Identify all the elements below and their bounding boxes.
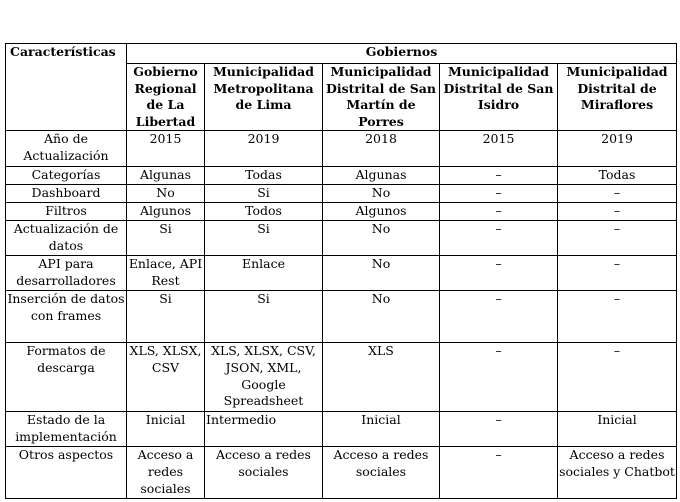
cell: 2015 [127, 131, 205, 167]
cell: 2015 [440, 131, 558, 167]
cell: Si [205, 291, 323, 343]
cell: Acceso a redes sociales y Chatbot [558, 447, 677, 499]
cell: Si [205, 185, 323, 203]
cell: 2018 [323, 131, 440, 167]
row-label: Otros aspectos [6, 447, 127, 499]
cell: No [323, 291, 440, 343]
comparison-table [5, 43, 677, 499]
cell: – [440, 343, 558, 412]
cell: – [440, 221, 558, 256]
cell: Enlace [205, 256, 323, 291]
row-label: Categorías [6, 167, 127, 185]
row-label: Año de Actualización [6, 131, 127, 167]
cell: – [558, 291, 677, 343]
cell: Todos [205, 203, 323, 221]
cell: Algunas [127, 167, 205, 185]
table-row [6, 167, 677, 185]
cell: Todas [205, 167, 323, 185]
table-row [6, 412, 677, 447]
table-row [6, 343, 677, 412]
row-label: Actualización de datos [6, 221, 127, 256]
cell: Si [205, 221, 323, 256]
cell: – [440, 203, 558, 221]
gov-header-la-libertad: Gobierno Regional de La Libertad [127, 64, 205, 131]
table-row [6, 291, 677, 343]
cell: No [323, 185, 440, 203]
cell: Todas [558, 167, 677, 185]
cell: Intermedio [205, 412, 323, 447]
header-row-groups [6, 44, 677, 64]
cell: XLS, XLSX, CSV, JSON, XML, Google Spreadsheet [205, 343, 323, 412]
cell: 2019 [205, 131, 323, 167]
gov-header-san-martin-de-porres: Municipalidad Distrital de San Martín de Porres [323, 64, 440, 131]
cell: Si [127, 221, 205, 256]
cell: Acceso a redes sociales [323, 447, 440, 499]
cell: Enlace, API Rest [127, 256, 205, 291]
gov-header-miraflores: Municipalidad Distrital de Miraflores [558, 64, 677, 131]
row-label: Estado de la implementación [6, 412, 127, 447]
table-row [6, 203, 677, 221]
cell: – [440, 412, 558, 447]
cell: – [440, 291, 558, 343]
cell: Inicial [558, 412, 677, 447]
cell: – [558, 221, 677, 256]
cell: XLS [323, 343, 440, 412]
cell: Inicial [323, 412, 440, 447]
cell: – [440, 256, 558, 291]
corner-header: Características [6, 44, 127, 131]
table-row [6, 131, 677, 167]
table-row [6, 447, 677, 499]
gov-header-lima: Municipalidad Metropolitana de Lima [205, 64, 323, 131]
table-row [6, 256, 677, 291]
row-label: Dashboard [6, 185, 127, 203]
cell: – [558, 343, 677, 412]
cell: Acceso a redes sociales [205, 447, 323, 499]
gov-header-san-isidro: Municipalidad Distrital de San Isidro [440, 64, 558, 131]
row-label: Formatos de descarga [6, 343, 127, 412]
cell: No [127, 185, 205, 203]
cell: – [558, 203, 677, 221]
cell: – [440, 167, 558, 185]
cell: Inicial [127, 412, 205, 447]
group-header: Gobiernos [127, 44, 677, 64]
cell: No [323, 256, 440, 291]
cell: – [558, 185, 677, 203]
cell: – [440, 185, 558, 203]
cell: Algunos [127, 203, 205, 221]
cell: Algunas [323, 167, 440, 185]
cell: – [558, 256, 677, 291]
cell: Acceso a redes sociales [127, 447, 205, 499]
row-label: API para desarrolladores [6, 256, 127, 291]
table-row [6, 221, 677, 256]
cell: XLS, XLSX, CSV [127, 343, 205, 412]
row-label: Filtros [6, 203, 127, 221]
table-row [6, 185, 677, 203]
cell: 2019 [558, 131, 677, 167]
cell: – [440, 447, 558, 499]
cell: No [323, 221, 440, 256]
cell: Si [127, 291, 205, 343]
cell: Algunos [323, 203, 440, 221]
row-label: Inserción de datos con frames [6, 291, 127, 343]
